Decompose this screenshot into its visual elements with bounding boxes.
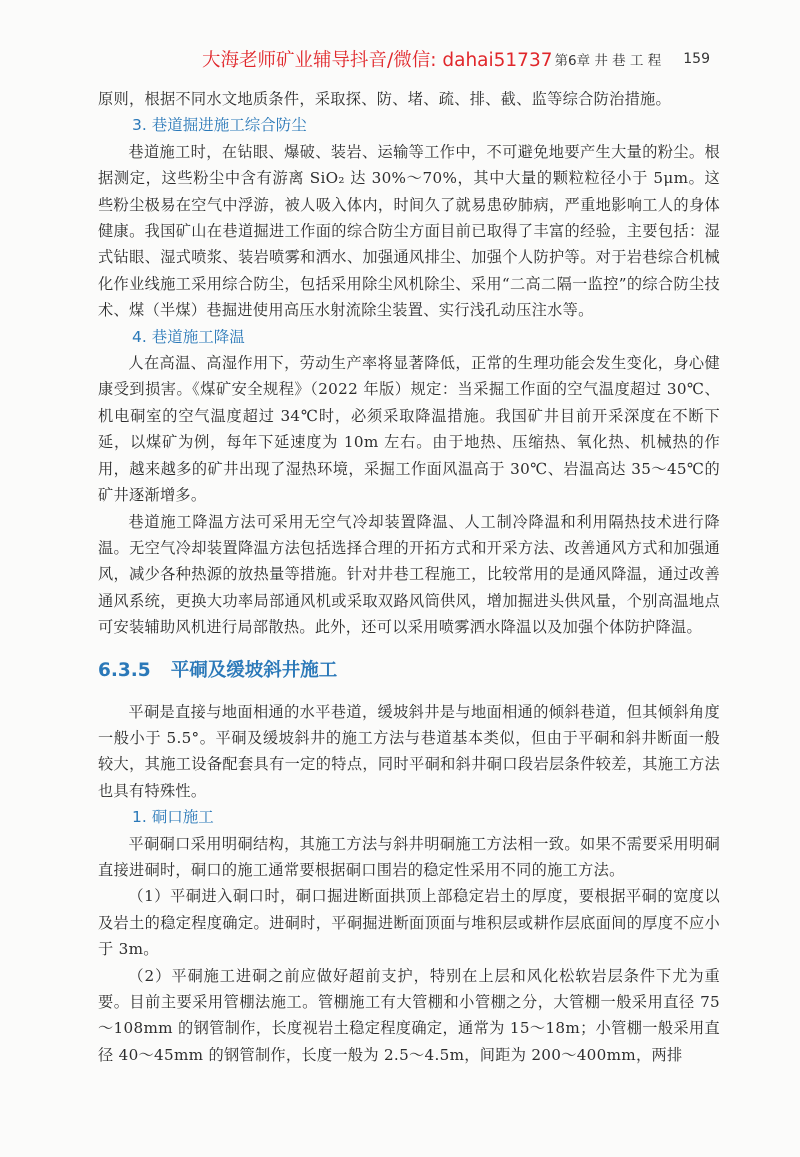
paragraph-cooling-1: 人在高温、高湿作用下，劳动生产率将显著降低，正常的生理功能会发生变化，身心健康受到损害。《煤矿安全规程》（2022 年版）规定：当采掘工作面的空气温度超过 30℃、机电硐室的空气温度超过 34℃时，必须采取降温措施。我国矿井目前开采深度在不断下延，以煤矿为例，每年下延速度为 10m 左右。由于地热、压缩热、氧化热、机械热的作用，越来越多的矿井出现了湿热环境，采掘工作面风温高于 30℃、岩温高达 35～45℃的矿井逐渐增多。 xyxy=(98,354,720,505)
section-heading xyxy=(98,657,720,685)
watermark-text: 大海老师矿业辅导抖音/微信: dahai51737 xyxy=(202,50,553,71)
paragraph-cooling-2: 巷道施工降温方法可采用无空气冷却装置降温、人工制冷降温和利用隔热技术进行降温。无空气冷却装置降温方法包括选择合理的开拓方式和开采方法、改善通风方式和加强通风，减少各种热源的放热量等措施。针对井巷工程施工，比较常用的是通风降温，通过改善通风系统，更换大功率局部通风机或采取双路风筒供风，增加掘进头供风量，个别高温地点可安装辅助风机进行局部散热。此外，还可以采用喷雾洒水降温以及加强个体防护降温。 xyxy=(98,512,720,637)
paragraph-portal-1: 平硐硐口采用明硐结构，其施工方法与斜井明硐施工方法相一致。如果不需要采用明硐直接进硐时，硐口的施工通常要根据硐口围岩的稳定性采用不同的施工方法。 xyxy=(98,834,720,879)
subsection-heading-cooling: 4. 巷道施工降温 xyxy=(132,327,245,346)
page-header xyxy=(202,44,710,74)
section-title: 平硐及缓坡斜井施工 xyxy=(170,659,338,681)
subsection-heading-dust-prevention: 3. 巷道掘进施工综合防尘 xyxy=(132,116,307,135)
paragraph-portal-2: （1）平硐进入硐口时，硐口掘进断面拱顶上部稳定岩土的厚度，要根据平硐的宽度以及岩土的稳定程度确定。进硐时，平硐掘进断面顶面与堆积层或耕作层底面间的厚度不应小于 3m。 xyxy=(98,887,720,959)
paragraph-continued: 原则，根据不同水文地质条件，采取探、防、堵、疏、排、截、监等综合防治措施。 xyxy=(98,90,672,108)
paragraph-dust-prevention: 巷道施工时，在钻眼、爆破、装岩、运输等工作中，不可避免地要产生大量的粉尘。根据测定，这些粉尘中含有游离 SiO₂ 达 30%～70%，其中大量的颗粒粒径小于 5μm。这些粉尘极易在空气中浮游，被人吸入体内，时间久了就易患矽肺病，严重地影响工人的身体健康。我国矿山在巷道掘进工作面的综合防尘方面目前已取得了丰富的经验，主要包括：湿式钻眼、湿式喷浆、装岩喷雾和洒水、加强通风排尘、加强个人防护等。对于岩巷综合机械化作业线施工采用综合防尘，包括采用除尘风机除尘、采用“二高二隔一监控”的综合防尘技术、煤（半煤）巷掘进使用高压水射流除尘装置、实行浅孔动压注水等。 xyxy=(98,142,721,320)
running-head: 第6章 井 巷 工 程 xyxy=(554,53,662,69)
subsection-heading-portal: 1. 硐口施工 xyxy=(132,808,214,827)
section-number: 6.3.5 xyxy=(98,659,151,681)
paragraph-adit-intro: 平硐是直接与地面相通的水平巷道，缓坡斜井是与地面相通的倾斜巷道，但其倾斜角度一般小于 5.5°。平硐及缓坡斜井的施工方法与巷道基本类似，但由于平硐和斜井断面一般较大，其施工设备配套具有一定的特点，同时平硐和斜井硐口段岩层条件较差，其施工方法也具有特殊性。 xyxy=(98,702,720,800)
page-number: 159 xyxy=(683,51,710,67)
page-body xyxy=(98,86,720,1068)
paragraph-portal-3: （2）平硐施工进硐之前应做好超前支护，特别在上层和风化松软岩层条件下尤为重要。目前主要采用管棚法施工。管棚施工有大管棚和小管棚之分，大管棚一般采用直径 75～108mm 的钢管制作，长度视岩土稳定程度确定，通常为 15～18m；小管棚一般采用直径 40～45mm 的钢管制作，长度一般为 2.5～4.5m，间距为 200～400mm，两排 xyxy=(98,966,720,1064)
